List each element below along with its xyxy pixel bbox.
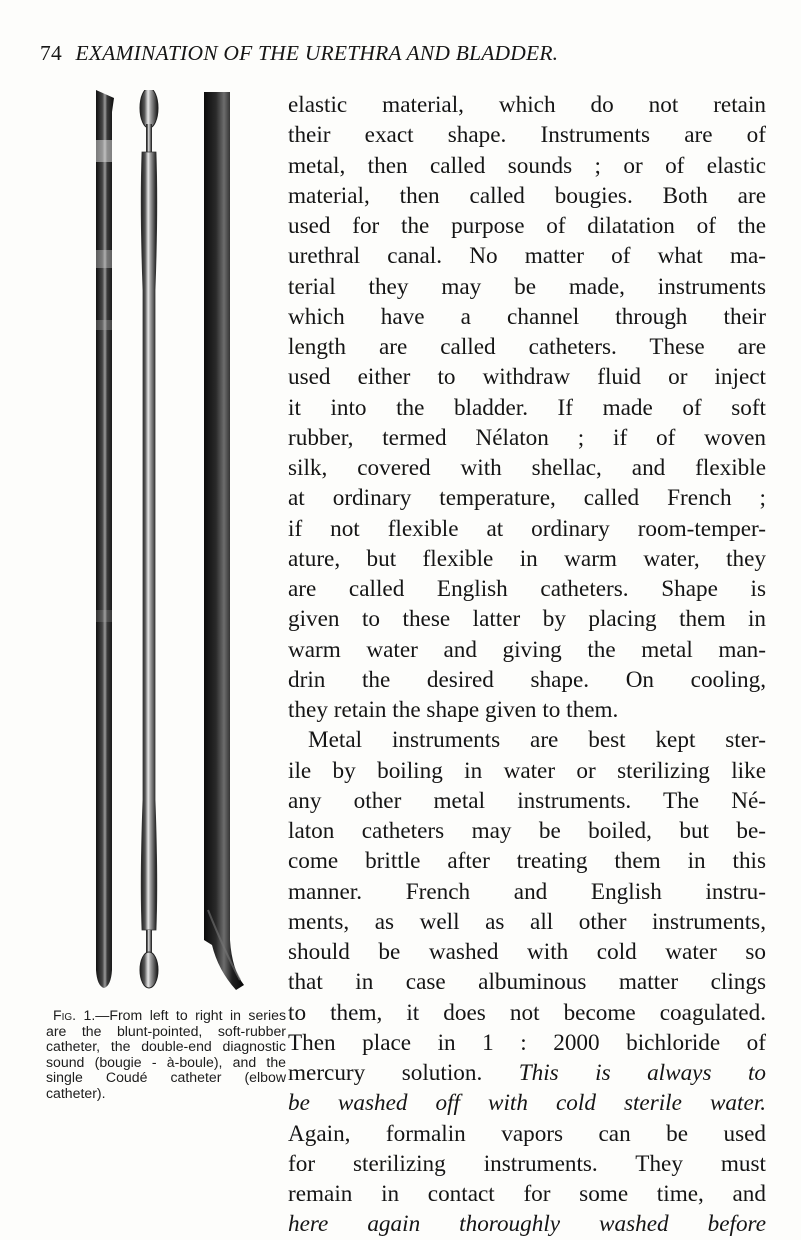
text-line-roman: mercury solution. <box>288 1060 483 1086</box>
figure-caption-text: —From left to right in series are the blunt-pointed, soft-rubber catheter, the double-end diagnostic sound (bougie - à-boule), and the single Coudé catheter (elbow catheter). <box>46 1007 286 1101</box>
text-line: used for the purpose of dilatation of the <box>288 213 766 239</box>
instruments-figure <box>94 90 264 990</box>
text-line: that in case albuminous matter clings <box>288 969 766 996</box>
text-line: any other metal instruments. The Né- <box>288 787 766 814</box>
body-text <box>288 90 766 1240</box>
text-line: laton catheters may be boiled, but be- <box>288 818 766 844</box>
double-end-diagnostic-sound <box>140 90 158 988</box>
text-line: it into the bladder. If made of soft <box>288 394 766 421</box>
text-line: material, then called bougies. Both are <box>288 182 766 209</box>
text-line: for sterilizing instruments. They must <box>288 1150 766 1177</box>
text-line: silk, covered with shellac, and flexible <box>288 455 766 481</box>
text-line: drin the desired shape. On cooling, <box>288 666 766 693</box>
text-line: come brittle after treating them in this <box>288 848 766 875</box>
text-line: they retain the shape given to them. <box>288 697 619 723</box>
page-number: 74 <box>40 41 62 65</box>
text-line: used either to withdraw fluid or inject <box>288 364 766 391</box>
text-line-mixed <box>288 1058 766 1088</box>
text-line: Again, formalin vapors can be used <box>288 1120 766 1147</box>
coude-catheter <box>204 92 244 990</box>
text-line: to them, it does not become coagulated. <box>288 999 766 1026</box>
text-line: should be washed with cold water so <box>288 939 766 965</box>
text-line: ile by boiling in water or sterilizing like <box>288 757 766 784</box>
text-line: metal, then called sounds ; or of elastic <box>288 152 766 179</box>
text-line: given to these latter by placing them in <box>288 606 766 633</box>
text-line: elastic material, which do not retain <box>288 92 766 118</box>
text-line: rubber, termed Nélaton ; if of woven <box>288 424 766 451</box>
text-line: warm water and giving the metal man- <box>288 636 766 663</box>
text-line: at ordinary temperature, called French ; <box>288 485 766 512</box>
text-line: manner. French and English instru- <box>288 878 766 905</box>
running-header <box>40 41 780 66</box>
text-line: ments, as well as all other instruments, <box>288 908 766 935</box>
text-line-italic: This is always to <box>518 1060 766 1086</box>
text-line: Then place in 1 : 2000 bichloride of <box>288 1029 766 1056</box>
text-line: which have a channel through their <box>288 303 766 330</box>
text-line: are called English catheters. Shape is <box>288 576 766 602</box>
text-line: length are called catheters. These are <box>288 334 766 360</box>
text-line: terial they may be made, instruments <box>288 273 766 300</box>
text-line: ature, but flexible in warm water, they <box>288 545 766 572</box>
instruments-illustration <box>94 90 264 990</box>
text-line: if not flexible at ordinary room-temper- <box>288 515 766 542</box>
running-title: EXAMINATION OF THE URETHRA AND BLADDER. <box>75 41 559 65</box>
text-line-italic: be washed off with cold sterile water. <box>288 1090 766 1117</box>
text-line: Metal instruments are best kept ster- <box>308 727 766 754</box>
text-line: urethral canal. No matter of what ma- <box>288 243 766 270</box>
text-line: their exact shape. Instruments are of <box>288 122 766 149</box>
text-line-italic: here again thoroughly washed before <box>288 1211 766 1238</box>
text-line: remain in contact for some time, and <box>288 1181 766 1207</box>
figure-caption <box>46 1008 286 1102</box>
figure-label: Fig. 1. <box>53 1007 96 1023</box>
soft-rubber-catheter <box>96 90 114 988</box>
